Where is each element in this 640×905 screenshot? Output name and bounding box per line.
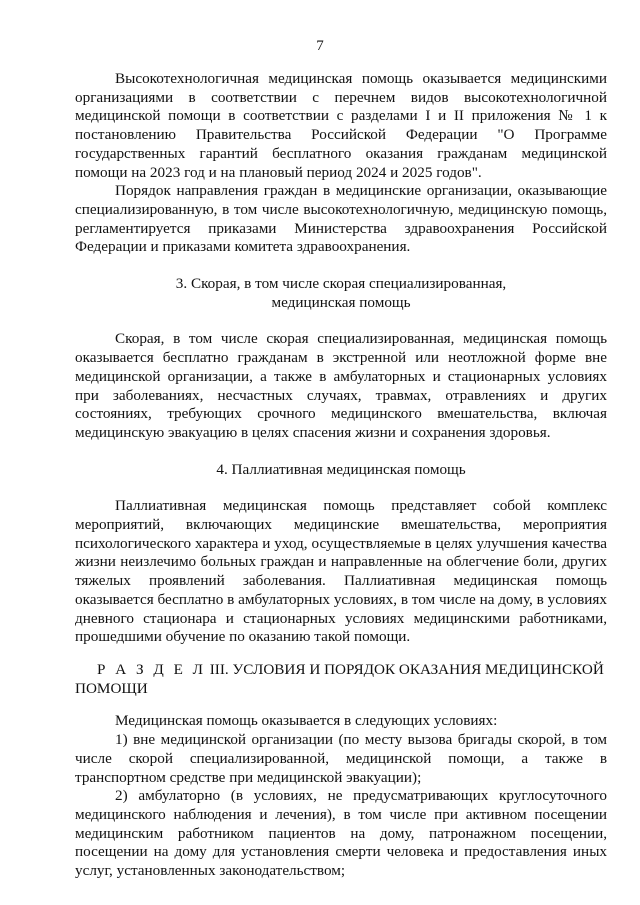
spacer: [75, 312, 607, 330]
list-item-outside-organization: 1) вне медицинской организации (по месту вызова бригады скорой, в том числе скорой специализированной, медицинской помощи, а также в транспортном средстве при медицинской эвакуации);: [75, 731, 607, 786]
section-prefix: Р А З Д Е Л: [97, 660, 206, 678]
document-body: [75, 70, 607, 881]
heading-palliative-care: 4. Паллиативная медицинская помощь: [216, 460, 466, 478]
spacer: [75, 257, 607, 275]
page-number: 7: [316, 38, 324, 54]
paragraph-referral-procedure: Порядок направления граждан в медицинские организации, оказывающие специализированную, в том числе высокотехнологичную, медицинскую помощь, регламентируется приказами Министерства здравоохранения Российской Федерации и приказами комитета здравоохранения.: [75, 182, 607, 256]
spacer: [75, 479, 607, 497]
heading-emergency-care-line2: медицинская помощь: [271, 293, 411, 311]
spacer: [75, 647, 607, 661]
list-item-outpatient: 2) амбулаторно (в условиях, не предусматривающих круглосуточного медицинского наблюдения и лечения), в том числе при активном посещении медицинским работником пациентов на дому, патронажном посещении, посещении на дому для установления смерти человека и предоставления иных услуг, установленных законодательством;: [75, 787, 607, 880]
paragraph-high-tech-care: Высокотехнологичная медицинская помощь оказывается медицинскими организациями в соответствии с перечнем видов высокотехнологичной медицинской помощи в соответствии с разделами I и II приложения № 1 к постановлению Правительства Российской Федерации "О Программе государственных гарантий бесплатного оказания гражданам медицинской помощи на 2023 год и на плановый период 2024 и 2025 годов".: [75, 70, 607, 181]
paragraph-palliative-care: Паллиативная медицинская помощь представляет собой комплекс мероприятий, включающих медицинские вмешательства, мероприятия психологического характера и уход, осуществляемые в целях улучшения качества жизни неизлечимо больных граждан и направленные на облегчение боли, других тяжелых проявлений заболевания. Паллиативная медицинская помощь оказывается бесплатно в амбулаторных условиях, в том числе на дому, в условиях дневного стационара и стационарных условиях медицинскими работниками, прошедшими обучение по оказанию такой помощи.: [75, 497, 607, 646]
section-title: III. УСЛОВИЯ И ПОРЯДОК ОКАЗАНИЯ МЕДИЦИНСКОЙ ПОМОЩИ: [75, 660, 604, 697]
section-heading: [75, 661, 607, 698]
heading-emergency-care-line1: 3. Скорая, в том числе скорая специализированная,: [175, 275, 507, 293]
paragraph-emergency-care: Скорая, в том числе скорая специализированная, медицинская помощь оказывается бесплатно гражданам в экстренной или неотложной форме вне медицинской организации, а также в амбулаторных и стационарных условиях при заболеваниях, несчастных случаях, травмах, отравлениях и других состояниях, требующих срочного медицинского вмешательства, включая медицинскую эвакуацию в целях спасения жизни и сохранения здоровья.: [75, 330, 607, 441]
paragraph-conditions-intro: Медицинская помощь оказывается в следующих условиях:: [115, 712, 498, 730]
spacer: [75, 698, 607, 712]
spacer: [75, 443, 607, 461]
